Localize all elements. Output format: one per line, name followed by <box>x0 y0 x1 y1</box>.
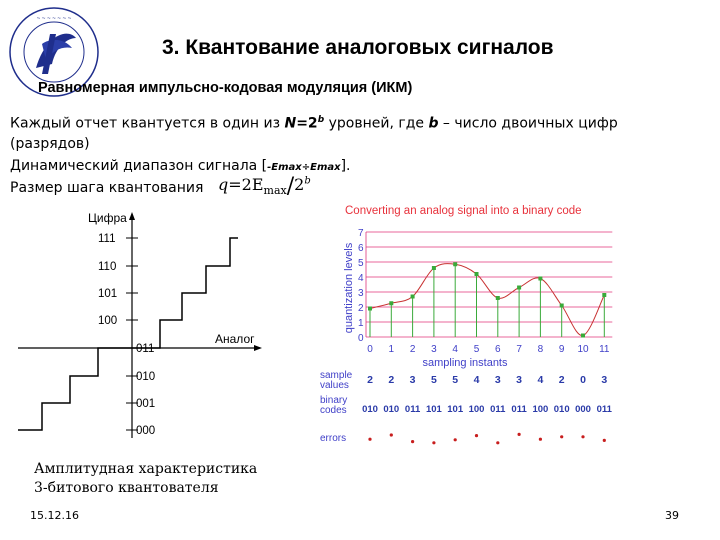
x-tick-label: 2 <box>409 344 416 355</box>
svg-text:~ ~ ~ ~ ~ ~ ~: ~ ~ ~ ~ ~ ~ ~ <box>36 16 72 22</box>
body-line-1 <box>10 115 618 132</box>
sample-point <box>411 295 415 299</box>
sample-point <box>602 293 606 297</box>
error-dot <box>454 438 457 441</box>
x-axis-arrow-icon <box>254 345 262 351</box>
line1-n: N <box>284 115 297 132</box>
error-dot <box>560 435 563 438</box>
body-line-2: (разрядов) <box>10 136 90 152</box>
y-tick-label: 7 <box>358 228 364 239</box>
binary-code: 100 <box>532 404 549 415</box>
y-tick-label: 1 <box>358 318 364 329</box>
analog-signal-line <box>370 264 604 336</box>
y-tick-label: 3 <box>358 288 364 299</box>
binary-code: 100 <box>468 404 485 415</box>
line1-b: b <box>428 115 439 132</box>
binary-code: 101 <box>447 404 464 415</box>
code-101: 101 <box>98 288 118 300</box>
page-number: 39 <box>665 509 679 522</box>
binary-code: 011 <box>490 404 506 415</box>
error-dot <box>432 441 435 444</box>
x-tick-label: 8 <box>537 344 544 355</box>
binary-code: 011 <box>404 404 421 415</box>
x-tick-label: 3 <box>431 344 437 355</box>
code-011: 011 <box>136 343 155 355</box>
x-tick-label: 9 <box>558 344 565 355</box>
sample-point <box>496 296 500 300</box>
line1-b-exp: b <box>317 115 325 125</box>
x-tick-label: 0 <box>367 344 373 355</box>
formula-den: 2 <box>294 175 305 194</box>
sample-value: 3 <box>494 374 501 386</box>
formula-exp: b <box>304 175 311 187</box>
y-tick-label: 2 <box>358 303 364 314</box>
sample-point <box>475 272 479 276</box>
slide-date: 15.12.16 <box>30 509 79 522</box>
y-tick-label: 0 <box>358 333 364 344</box>
binary-code: 010 <box>362 404 378 415</box>
line1-eq: =2 <box>296 115 318 132</box>
error-dot <box>603 439 606 442</box>
sample-value: 0 <box>580 374 586 386</box>
x-tick-label: 5 <box>473 344 480 355</box>
line1-text-e: – число двоичных цифр <box>438 115 618 132</box>
sample-value: 5 <box>452 374 459 386</box>
quantizer-staircase <box>10 206 265 450</box>
error-dot <box>368 438 371 441</box>
errors-row <box>368 433 606 445</box>
error-dot <box>411 440 414 443</box>
sample-value: 4 <box>473 374 480 386</box>
binary-code: 010 <box>553 404 570 415</box>
error-dot <box>390 433 393 436</box>
error-dot <box>581 435 584 438</box>
code-100: 100 <box>98 315 118 327</box>
code-010: 010 <box>136 371 156 383</box>
x-tick-label: 11 <box>599 344 610 355</box>
line3-text-c: ]. <box>340 158 351 174</box>
sample-point <box>453 262 457 266</box>
formula-q: q <box>218 175 229 194</box>
page-subtitle: Равномерная импульсно-кодовая модуляция (ИКМ) <box>38 80 413 96</box>
y-axis-arrow-icon <box>129 212 135 220</box>
sample-values-row <box>367 374 607 386</box>
sample-values-label: sample values <box>320 370 353 391</box>
x-tick-label: 10 <box>577 344 589 355</box>
error-dot <box>518 433 521 436</box>
y-tick-label: 6 <box>358 243 364 254</box>
sample-value: 3 <box>516 374 523 386</box>
caption-line-1: Амплитудная характеристика <box>34 461 258 477</box>
binary-codes-row <box>362 404 613 415</box>
staircase-caption <box>34 460 257 498</box>
sample-point <box>560 304 564 308</box>
page-title: 3. Квантование аналоговых сигналов <box>162 36 554 59</box>
binary-code: 101 <box>425 404 442 415</box>
x-tick-label: 6 <box>495 344 501 355</box>
caption-line-2: 3-битового квантователя <box>34 480 219 496</box>
body-line-3 <box>10 158 351 174</box>
sample-value: 4 <box>537 374 544 386</box>
sample-value: 2 <box>388 374 395 386</box>
line1-text-c: уровней, где <box>324 115 429 132</box>
adc-conversion-chart <box>320 200 620 455</box>
binary-codes-label: binary codes <box>320 395 348 416</box>
chart-y-axis-label: quantization levels <box>343 242 355 334</box>
sample-point <box>538 277 542 281</box>
x-tick-label: 7 <box>516 344 522 355</box>
formula-slash: / <box>286 174 295 199</box>
chart-grid <box>366 232 612 337</box>
sample-value: 5 <box>430 374 437 386</box>
binary-code: 010 <box>383 404 400 415</box>
code-001: 001 <box>136 398 156 410</box>
chart-y-ticks <box>358 228 364 344</box>
sample-point <box>581 334 585 338</box>
sample-value: 2 <box>558 374 565 386</box>
line3-text-a: Динамический диапазон сигнала [ <box>10 158 268 174</box>
binary-code: 011 <box>596 404 612 415</box>
chart-x-ticks <box>367 344 610 355</box>
step-formula <box>218 174 311 199</box>
sample-points <box>368 262 606 337</box>
sample-value: 3 <box>601 374 608 386</box>
body-line-4: Размер шага квантования <box>10 180 204 196</box>
chart-x-axis-label: sampling instants <box>422 357 508 369</box>
code-110: 110 <box>98 261 117 273</box>
formula-eq: =2E <box>228 175 264 194</box>
staircase-y-label: Цифра <box>88 211 127 225</box>
staircase-line <box>18 238 238 430</box>
line1-text-a: Каждый отчет квантуется в один из <box>10 115 285 132</box>
sample-point <box>517 286 521 290</box>
sample-point <box>432 266 436 270</box>
error-dot <box>475 434 478 437</box>
error-dot <box>539 438 542 441</box>
code-111: 111 <box>98 233 116 245</box>
line3-range: -Emax÷Emax <box>267 162 341 173</box>
formula-sub: max <box>263 184 287 198</box>
staircase-x-label: Аналог <box>215 332 255 346</box>
x-tick-label: 4 <box>452 344 458 355</box>
chart-title: Converting an analog signal into a binary code <box>345 205 582 217</box>
sample-value: 2 <box>367 374 373 386</box>
binary-code: 000 <box>575 404 591 415</box>
errors-label: errors <box>320 433 347 444</box>
binary-code: 011 <box>511 404 527 415</box>
sample-point <box>368 307 372 311</box>
y-tick-label: 4 <box>358 273 364 284</box>
sample-value: 3 <box>409 374 416 386</box>
x-tick-label: 1 <box>388 344 395 355</box>
error-dot <box>496 441 499 444</box>
sample-point <box>389 301 393 305</box>
code-000: 000 <box>136 425 156 437</box>
y-tick-label: 5 <box>358 258 364 269</box>
